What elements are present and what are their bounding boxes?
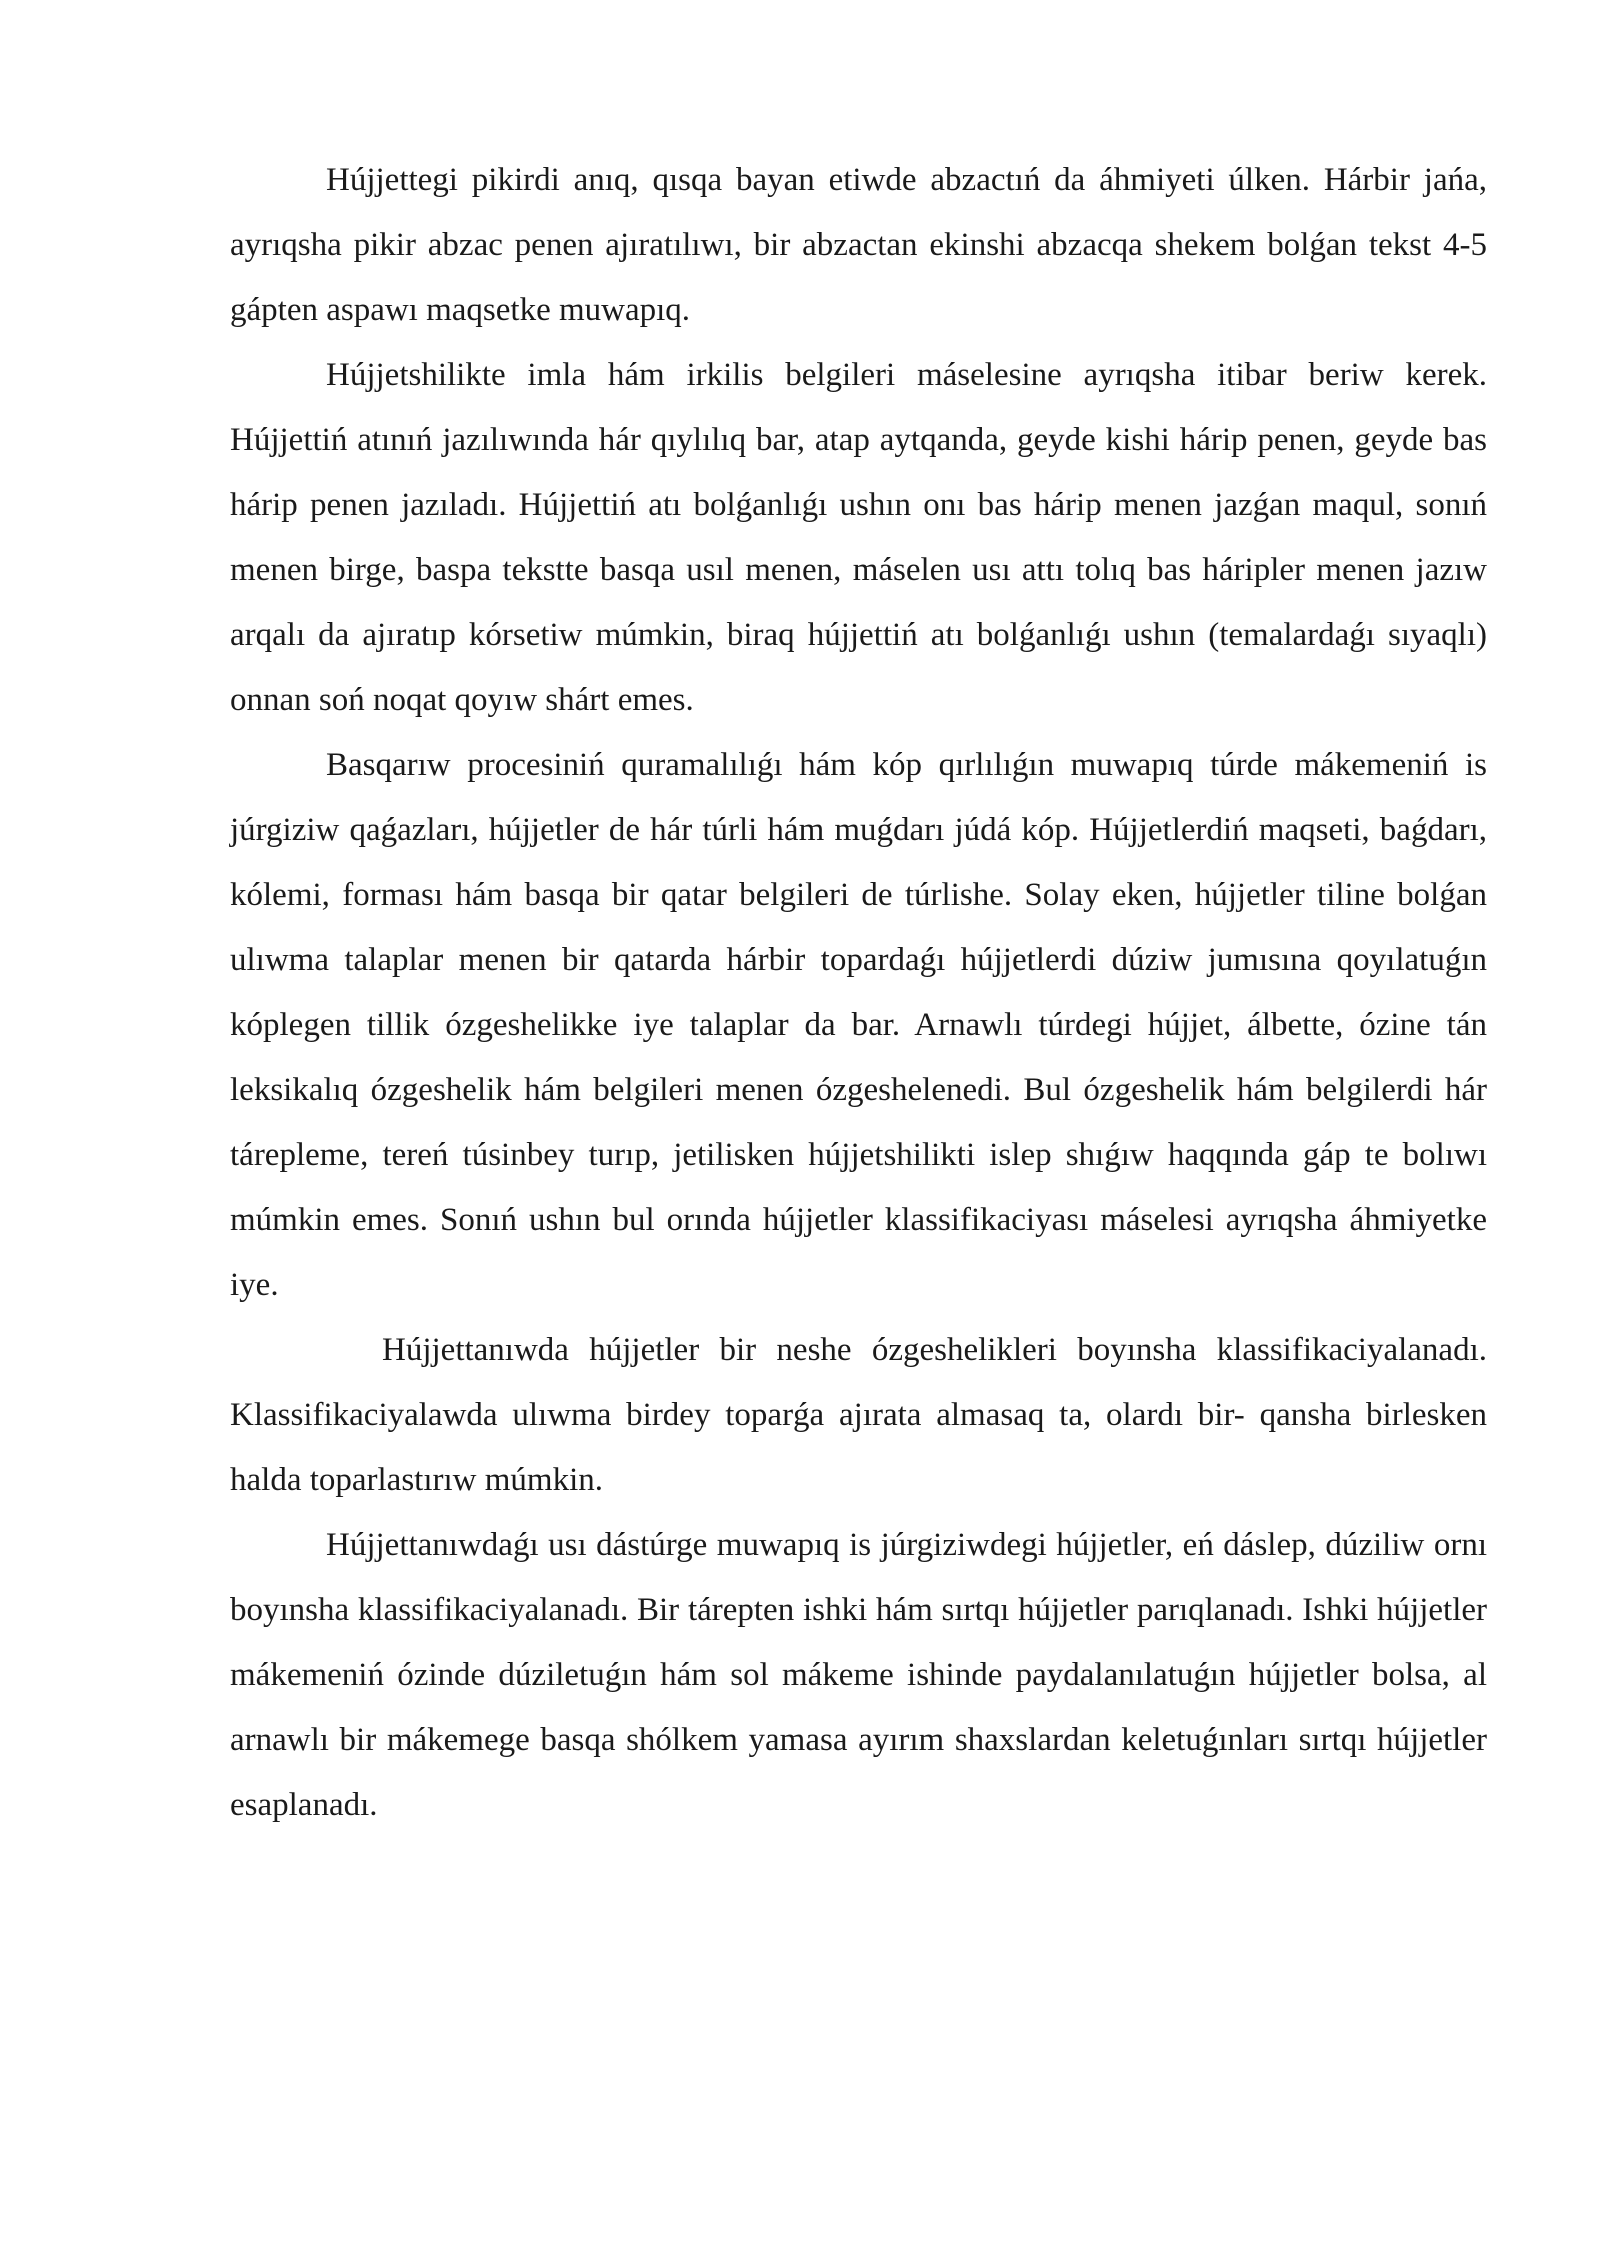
document-body — [230, 148, 1487, 1838]
paragraph-abzac: Hújjettegi pikirdi anıq, qısqa bayan etiwde abzactıń da áhmiyeti úlken. Hárbir jańa, ayrıqsha pikir abzac penen ajıratılıwı, bir abzactan ekinshi abzacqa shekem bolǵan tekst 4-5 gápten aspawı maqsetke muwapıq. — [230, 162, 1487, 328]
paragraph-imla: Hújjetshilikte imla hám irkilis belgileri máselesine ayrıqsha itibar beriw kerek. Hújjettiń atınıń jazılıwında hár qıylılıq bar, atap aytqanda, geyde kishi hárip penen, geyde bas hárip penen jazıladı. Hújjettiń atı bolǵanlıǵı ushın onı bas hárip menen jazǵan maqul, sonıń menen birge, baspa tekstte basqa usıl menen, máselen usı attı tolıq bas háripler menen jazıw arqalı da ajıratıp kórsetiw múmkin, biraq hújjettiń atı bolǵanlıǵı ushın (temalardaǵı sıyaqlı) onnan soń noqat qoyıw shárt emes. — [230, 357, 1487, 718]
paragraph-klassifikaciya: Hújjettanıwda hújjetler bir neshe ózgeshelikleri boyınsha klassifikaciyalanadı. Klassifikaciyalawda ulıwma birdey toparǵa ajırata almasaq ta, olardı bir- qansha birlesken halda toparlastırıw múmkin. — [230, 1332, 1487, 1498]
paragraph-ishki-sirtqi: Hújjettanıwdaǵı usı dástúrge muwapıq is júrgiziwdegi hújjetler, eń dáslep, dúziliw ornı boyınsha klassifikaciyalanadı. Bir tárepten ishki hám sırtqı hújjetler parıqlanadı. Ishki hújjetler mákemeniń ózinde dúziletuǵın hám sol mákeme ishinde paydalanılatuǵın hújjetler bolsa, al arnawlı bir mákemege basqa shólkem yamasa ayırım shaxslardan keletuǵınları sırtqı hújjetler esaplanadı. — [230, 1527, 1487, 1823]
paragraph-basqariw: Basqarıw procesiniń quramalılıǵı hám kóp qırlılıǵın muwapıq túrde mákemeniń is júrgiziw qaǵazları, hújjetler de hár túrli hám muǵdarı júdá kóp. Hújjetlerdiń maqseti, baǵdarı, kólemi, forması hám basqa bir qatar belgileri de túrlishe. Solay eken, hújjetler tiline bolǵan ulıwma talaplar menen bir qatarda hárbir topardaǵı hújjetlerdi dúziw jumısına qoyılatuǵın kóplegen tillik ózgeshelikke iye talaplar da bar. Arnawlı túrdegi hújjet, álbette, ózine tán leksikalıq ózgeshelik hám belgileri menen ózgeshelenedi. Bul ózgeshelik hám belgilerdi hár tárepleme, tereń túsinbey turıp, jetilisken hújjetshilikti islep shıǵıw haqqında gáp te bolıwı múmkin emes. Sonıń ushın bul orında hújjetler klassifikaciyası máselesi ayrıqsha áhmiyetke iye. — [230, 747, 1487, 1303]
